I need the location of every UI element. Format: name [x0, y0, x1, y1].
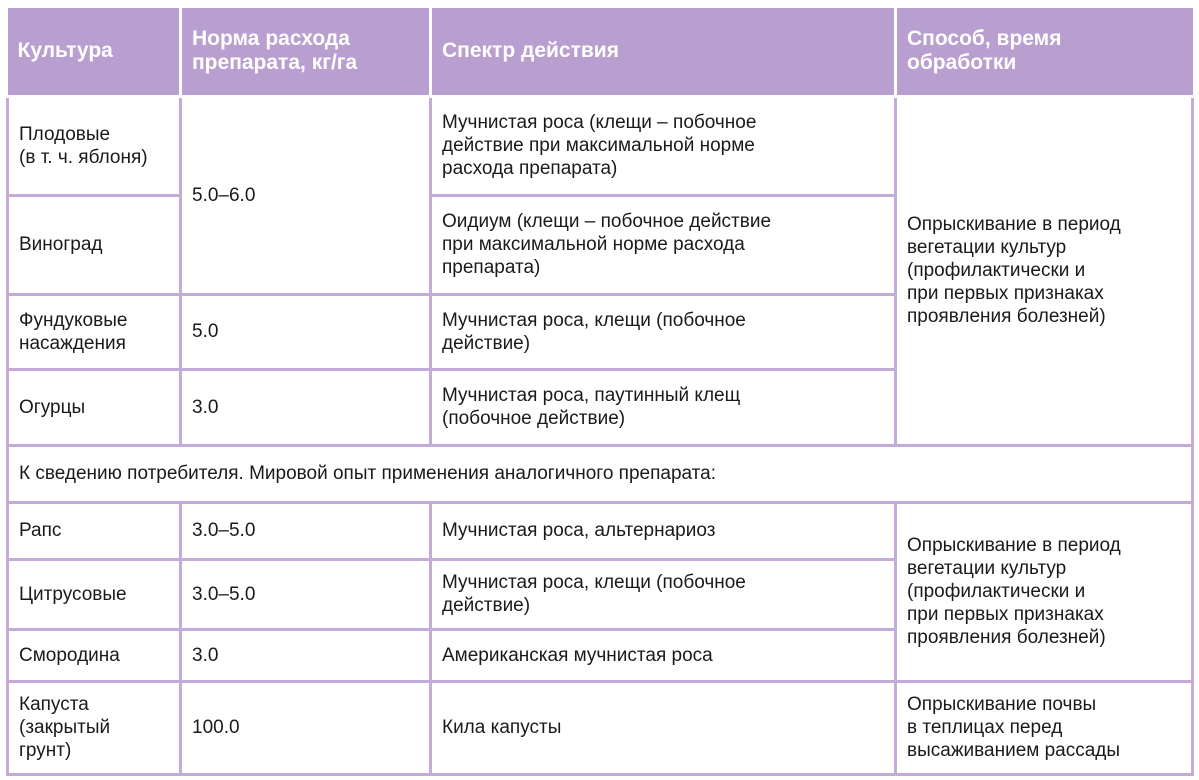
method-cell: Опрыскивание почвы в теплицах перед высаживанием рассады: [896, 681, 1193, 774]
crop-cell: Виноград: [8, 195, 181, 294]
crop-cell: Смородина: [8, 629, 181, 681]
spectrum-cell: Мучнистая роса, альтернариоз: [431, 502, 896, 559]
table-row: [8, 96, 1193, 195]
rate-cell: 5.0–6.0: [181, 96, 431, 294]
spectrum-cell: Американская мучнистая роса: [431, 629, 896, 681]
table-row: [8, 681, 1193, 774]
rate-cell: 3.0–5.0: [181, 502, 431, 559]
note-row: [8, 445, 1193, 502]
crop-cell: Капуста (закрытый грунт): [8, 681, 181, 774]
method-cell: Опрыскивание в период вегетации культур (профилактически и при первых признаках проявления болезней): [896, 96, 1193, 445]
rate-cell: 3.0–5.0: [181, 559, 431, 629]
rate-cell: 3.0: [181, 629, 431, 681]
rate-cell: 5.0: [181, 294, 431, 369]
header-method: Способ, время обработки: [896, 8, 1193, 96]
header-row: [8, 8, 1193, 96]
spectrum-cell: Мучнистая роса, клещи (побочное действие): [431, 559, 896, 629]
rate-cell: 3.0: [181, 369, 431, 445]
usage-table-container: [6, 8, 1191, 774]
spectrum-cell: Мучнистая роса, клещи (побочное действие): [431, 294, 896, 369]
consumer-note: К сведению потребителя. Мировой опыт применения аналогичного препарата:: [8, 445, 1193, 502]
spectrum-cell: Кила капусты: [431, 681, 896, 774]
crop-cell: Фундуковые насаждения: [8, 294, 181, 369]
header-crop: Культура: [8, 8, 181, 96]
method-cell: Опрыскивание в период вегетации культур (профилактически и при первых признаках проявления болезней): [896, 502, 1193, 681]
crop-cell: Рапс: [8, 502, 181, 559]
spectrum-cell: Мучнистая роса, паутинный клещ (побочное действие): [431, 369, 896, 445]
usage-table: [6, 8, 1194, 776]
header-spectrum: Спектр действия: [431, 8, 896, 96]
table-row: [8, 502, 1193, 559]
crop-cell: Огурцы: [8, 369, 181, 445]
spectrum-cell: Мучнистая роса (клещи – побочное действие при максимальной норме расхода препарата): [431, 96, 896, 195]
rate-cell: 100.0: [181, 681, 431, 774]
crop-cell: Цитрусовые: [8, 559, 181, 629]
spectrum-cell: Оидиум (клещи – побочное действие при максимальной норме расхода препарата): [431, 195, 896, 294]
crop-cell: Плодовые (в т. ч. яблоня): [8, 96, 181, 195]
header-rate: Норма расхода препарата, кг/га: [181, 8, 431, 96]
